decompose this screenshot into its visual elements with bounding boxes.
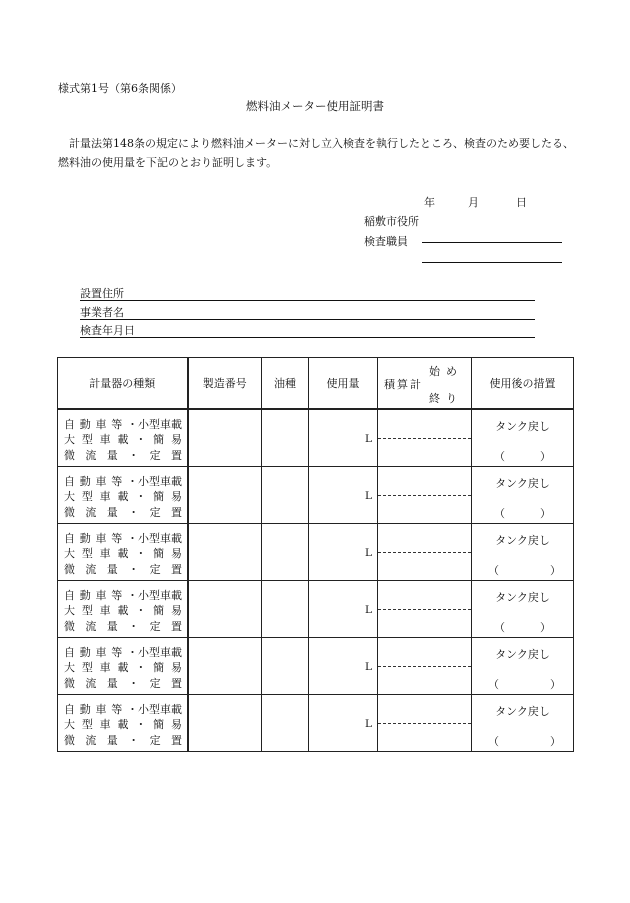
meter-type-line — [64, 473, 182, 489]
meter-type-text: 型 — [81, 490, 93, 503]
inspector-signature-line-1 — [422, 242, 562, 243]
meter-type-cell — [58, 581, 188, 638]
meter-type-line — [64, 416, 182, 432]
meter-type-text: 動 — [79, 589, 91, 602]
meter-type-text: 動 — [79, 418, 91, 431]
usage-unit: L — [365, 661, 372, 673]
oil-type-cell[interactable] — [262, 409, 309, 467]
meter-type-text: 流 — [85, 620, 97, 633]
meter-type-cell — [58, 638, 188, 695]
meter-type-line — [64, 545, 182, 561]
meter-type-text: 定 — [149, 620, 161, 633]
tank-return-text: タンク戻し — [495, 591, 550, 604]
meter-type-text: 等 — [111, 589, 123, 602]
meter-type-text: 量 — [106, 734, 118, 747]
meter-type-text: 微 — [64, 620, 75, 633]
oil-type-cell[interactable] — [262, 581, 309, 638]
meter-type-text: 自 — [64, 418, 75, 431]
meter-type-text: ・小型車載 — [127, 703, 182, 716]
meter-type-text: ・ — [128, 620, 140, 633]
usage-cell[interactable] — [309, 409, 378, 467]
meter-type-line — [64, 675, 182, 691]
meter-type-line — [64, 488, 182, 504]
integrator-cell[interactable] — [378, 467, 472, 524]
meter-type-text: 自 — [64, 475, 75, 488]
meter-type-line — [64, 504, 182, 520]
header-after: 使用後の措置 — [472, 358, 574, 410]
integrator-cell[interactable] — [378, 409, 472, 467]
integrator-cell[interactable] — [378, 581, 472, 638]
meter-type-text: 動 — [79, 475, 91, 488]
meter-type-text: 載 — [117, 490, 129, 503]
table-row — [58, 638, 574, 695]
meter-type-text: ・小型車載 — [127, 475, 182, 488]
meter-type-text: 微 — [64, 506, 75, 519]
serial-number-cell[interactable] — [188, 581, 262, 638]
meter-type-text: 微 — [64, 677, 75, 690]
document-title: 燃料油メーター使用証明書 — [246, 99, 384, 113]
meter-type-text: 等 — [111, 646, 123, 659]
meter-type-text: 動 — [79, 703, 91, 716]
integrator-divider — [378, 552, 471, 553]
oil-type-cell[interactable] — [262, 638, 309, 695]
usage-cell[interactable] — [309, 638, 378, 695]
integrator-divider — [378, 495, 471, 496]
meter-type-cell — [58, 409, 188, 467]
meter-type-text: ・ — [135, 604, 147, 617]
meter-type-line — [64, 618, 182, 634]
info-row-business — [80, 304, 535, 320]
header-integrator — [378, 358, 472, 410]
meter-type-text: 簡 — [153, 490, 165, 503]
meter-type-text: 置 — [170, 506, 182, 519]
meter-type-line — [64, 701, 182, 717]
meter-type-text: 置 — [170, 677, 182, 690]
oil-type-cell[interactable] — [262, 524, 309, 581]
meter-type-text: 車 — [95, 475, 107, 488]
meter-type-cell — [58, 467, 188, 524]
meter-type-text: 流 — [85, 506, 97, 519]
office-name: 稲敷市役所 — [364, 215, 419, 228]
integrator-cell[interactable] — [378, 695, 472, 752]
meter-type-text: 等 — [111, 418, 123, 431]
meter-type-text: 大 — [64, 604, 75, 617]
usage-cell[interactable] — [309, 695, 378, 752]
meter-type-text: 型 — [81, 433, 93, 446]
table-row — [58, 467, 574, 524]
paren-close: ） — [540, 450, 551, 463]
meter-type-line — [64, 716, 182, 732]
usage-unit: L — [365, 718, 372, 730]
meter-type-text: 簡 — [153, 433, 165, 446]
paren-open: （ — [494, 450, 505, 463]
tank-return-text: タンク戻し — [495, 705, 550, 718]
inspector-signature-line-2 — [422, 262, 562, 263]
meter-type-text: 定 — [149, 734, 161, 747]
table-header-row — [58, 358, 574, 410]
meter-type-text: 車 — [95, 589, 107, 602]
usage-cell[interactable] — [309, 467, 378, 524]
meter-type-text: 量 — [106, 677, 118, 690]
meter-type-text: 型 — [81, 718, 93, 731]
meter-type-text: ・ — [128, 506, 140, 519]
meter-type-text: 定 — [149, 506, 161, 519]
meter-type-line — [64, 561, 182, 577]
integrator-divider — [378, 666, 471, 667]
info-label-address: 設置住所 — [80, 287, 124, 300]
meter-type-text: 大 — [64, 547, 75, 560]
meter-type-text: 簡 — [153, 718, 165, 731]
meter-type-text: 流 — [85, 449, 97, 462]
meter-type-text: 易 — [170, 718, 182, 731]
table-row — [58, 581, 574, 638]
meter-type-text: 易 — [170, 547, 182, 560]
meter-type-text: 載 — [117, 718, 129, 731]
usage-cell[interactable] — [309, 581, 378, 638]
meter-type-text: ・小型車載 — [127, 418, 182, 431]
serial-number-cell[interactable] — [188, 695, 262, 752]
meter-type-text: 車 — [99, 433, 111, 446]
meter-type-line — [64, 732, 182, 748]
meter-type-text: 車 — [95, 418, 107, 431]
paren-open: （ — [488, 678, 499, 691]
meter-type-text: ・ — [135, 661, 147, 674]
paren-open: （ — [494, 507, 505, 520]
meter-type-text: 車 — [99, 547, 111, 560]
info-label-date: 検査年月日 — [80, 324, 135, 337]
meter-type-text: 動 — [79, 532, 91, 545]
header-integ-end: 終り — [429, 392, 463, 405]
after-use-cell — [472, 409, 574, 467]
paren-open: （ — [488, 564, 499, 577]
meter-type-text: 載 — [117, 604, 129, 617]
paren-close: ） — [550, 564, 561, 577]
meter-type-text: 型 — [81, 661, 93, 674]
date-month-label: 月 — [468, 196, 479, 209]
after-use-cell — [472, 695, 574, 752]
integrator-cell[interactable] — [378, 638, 472, 695]
meter-type-text: 置 — [170, 734, 182, 747]
usage-cell[interactable] — [309, 524, 378, 581]
meter-type-text: 易 — [170, 433, 182, 446]
meter-type-text: 載 — [117, 547, 129, 560]
meter-type-text: 動 — [79, 646, 91, 659]
meter-type-line — [64, 447, 182, 463]
serial-number-cell[interactable] — [188, 638, 262, 695]
meter-type-text: 微 — [64, 563, 75, 576]
meter-type-text: 大 — [64, 718, 75, 731]
meter-type-text: ・ — [135, 718, 147, 731]
meter-type-text: 量 — [106, 449, 118, 462]
meter-type-text: 簡 — [153, 547, 165, 560]
meter-type-text: 流 — [85, 734, 97, 747]
header-oil: 油種 — [262, 358, 309, 410]
meter-type-text: 自 — [64, 532, 75, 545]
meter-type-text: 大 — [64, 433, 75, 446]
meter-type-cell — [58, 695, 188, 752]
info-row-date — [80, 322, 535, 338]
meter-type-text: ・小型車載 — [127, 589, 182, 602]
usage-unit: L — [365, 604, 372, 616]
meter-type-text: 簡 — [153, 604, 165, 617]
paren-close: ） — [550, 678, 561, 691]
tank-return-text: タンク戻し — [495, 534, 550, 547]
meter-type-text: 微 — [64, 449, 75, 462]
header-integ-start: 始め — [429, 365, 463, 378]
serial-number-cell[interactable] — [188, 524, 262, 581]
meter-type-text: 流 — [85, 677, 97, 690]
meter-type-text: 定 — [149, 677, 161, 690]
meter-type-text: 量 — [106, 506, 118, 519]
usage-unit: L — [365, 433, 372, 445]
meter-type-text: 簡 — [153, 661, 165, 674]
meter-type-text: 量 — [106, 620, 118, 633]
header-serial: 製造番号 — [188, 358, 262, 410]
after-use-cell — [472, 467, 574, 524]
paren-close: ） — [540, 507, 551, 520]
meter-type-text: ・ — [135, 433, 147, 446]
meter-type-line — [64, 431, 182, 447]
date-day-label: 日 — [516, 196, 527, 209]
meter-type-text: 易 — [170, 661, 182, 674]
meter-type-cell — [58, 524, 188, 581]
meter-type-text: 置 — [170, 449, 182, 462]
meter-type-text: 載 — [117, 433, 129, 446]
header-type: 計量器の種類 — [58, 358, 188, 410]
form-label: 様式第1号（第6条関係） — [58, 82, 182, 95]
header-integ-label: 積算計 — [384, 378, 423, 391]
meter-type-text: 自 — [64, 703, 75, 716]
tank-return-text: タンク戻し — [495, 477, 550, 490]
integrator-divider — [378, 723, 471, 724]
meter-type-line — [64, 644, 182, 660]
inspector-label: 検査職員 — [364, 235, 408, 248]
meter-type-text: 型 — [81, 547, 93, 560]
meter-type-text: 車 — [99, 661, 111, 674]
meter-type-text: 大 — [64, 490, 75, 503]
integrator-cell[interactable] — [378, 524, 472, 581]
meter-type-text: ・ — [128, 734, 140, 747]
date-year-label: 年 — [424, 196, 435, 209]
meter-type-text: 流 — [85, 563, 97, 576]
table-row — [58, 409, 574, 467]
meter-type-text: ・小型車載 — [127, 532, 182, 545]
table-row — [58, 524, 574, 581]
meter-type-text: ・ — [128, 449, 140, 462]
meter-type-text: 自 — [64, 646, 75, 659]
paren-open: （ — [488, 735, 499, 748]
header-usage: 使用量 — [309, 358, 378, 410]
meter-type-text: ・ — [128, 563, 140, 576]
meter-type-text: ・ — [135, 547, 147, 560]
meter-type-text: 車 — [99, 490, 111, 503]
meter-type-text: 型 — [81, 604, 93, 617]
integrator-divider — [378, 609, 471, 610]
serial-number-cell[interactable] — [188, 467, 262, 524]
after-use-cell — [472, 638, 574, 695]
meter-type-text: 易 — [170, 490, 182, 503]
usage-unit: L — [365, 490, 372, 502]
info-label-business: 事業者名 — [80, 306, 124, 319]
meter-type-text: 車 — [99, 718, 111, 731]
paren-close: ） — [550, 735, 561, 748]
meter-type-text: 自 — [64, 589, 75, 602]
meter-type-text: 置 — [170, 620, 182, 633]
table-row — [58, 695, 574, 752]
oil-type-cell[interactable] — [262, 695, 309, 752]
paren-open: （ — [494, 621, 505, 634]
meter-type-text: 定 — [149, 563, 161, 576]
meter-type-text: 量 — [106, 563, 118, 576]
meter-type-text: 車 — [95, 646, 107, 659]
integrator-divider — [378, 438, 471, 439]
meter-type-text: 等 — [111, 475, 123, 488]
after-use-cell — [472, 581, 574, 638]
meter-type-text: 大 — [64, 661, 75, 674]
paren-close: ） — [540, 621, 551, 634]
usage-unit: L — [365, 547, 372, 559]
body-text: 計量法第148条の規定により燃料油メーターに対し立入検査を執行したところ、検査のため要したる、燃料油の使用量を下記のとおり証明します。 — [58, 137, 574, 169]
meter-type-text: 置 — [170, 563, 182, 576]
meter-type-text: 等 — [111, 703, 123, 716]
meter-type-text: ・ — [128, 677, 140, 690]
meter-type-text: ・ — [135, 490, 147, 503]
meter-type-line — [64, 659, 182, 675]
info-row-address — [80, 285, 535, 301]
meter-table — [57, 357, 574, 752]
meter-type-text: ・小型車載 — [127, 646, 182, 659]
meter-type-line — [64, 602, 182, 618]
meter-type-text: 車 — [95, 532, 107, 545]
meter-type-text: 車 — [95, 703, 107, 716]
serial-number-cell[interactable] — [188, 409, 262, 467]
meter-type-line — [64, 530, 182, 546]
tank-return-text: タンク戻し — [495, 648, 550, 661]
meter-type-text: 易 — [170, 604, 182, 617]
meter-type-text: 載 — [117, 661, 129, 674]
meter-type-text: 微 — [64, 734, 75, 747]
meter-type-text: 車 — [99, 604, 111, 617]
meter-type-line — [64, 587, 182, 603]
tank-return-text: タンク戻し — [495, 420, 550, 433]
after-use-cell — [472, 524, 574, 581]
oil-type-cell[interactable] — [262, 467, 309, 524]
meter-type-text: 定 — [149, 449, 161, 462]
meter-type-text: 等 — [111, 532, 123, 545]
